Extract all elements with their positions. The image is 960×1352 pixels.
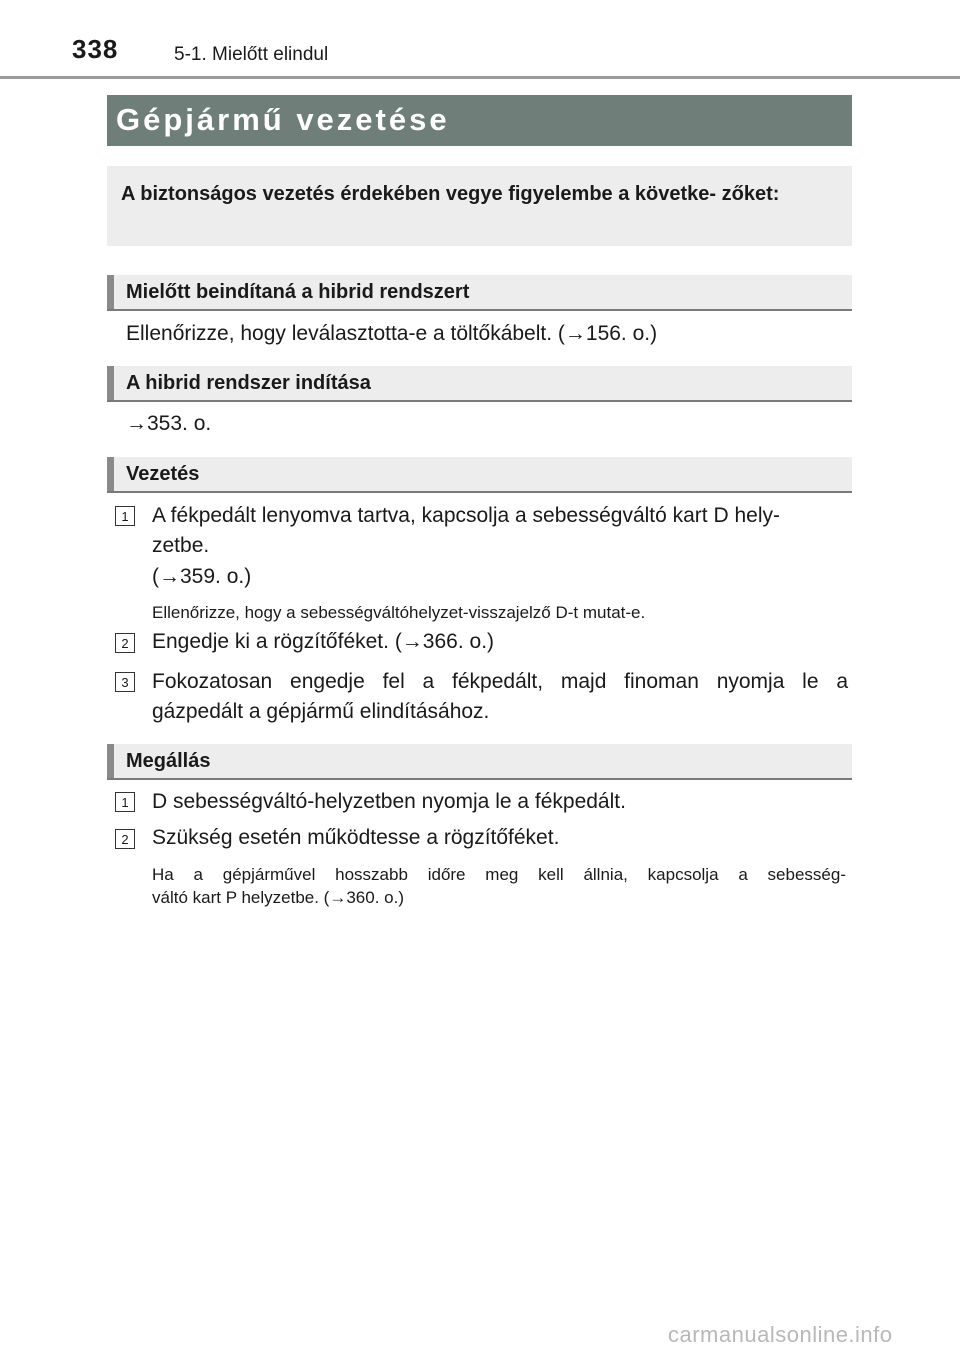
page-number: 338 [72,34,119,64]
step-note: Ellenőrizze, hogy a sebességváltóhelyzet-visszajelző D-t mutat-e. [152,603,646,622]
section-header-stopping [107,744,852,780]
start-text: →353. o. [126,412,212,435]
page-title: Gépjármű vezetése [116,102,450,137]
step-text: Szükség esetén működtesse a rögzítőféket. [152,826,560,849]
intro-text: A biztonságos vezetés érdekében vegye figyelembe a követke- zőket: [121,183,780,205]
step-text: Engedje ki a rögzítőféket. (→366. o.) [152,630,495,653]
before-start-text: Ellenőrizze, hogy leválasztotta-e a töltőkábelt. (→156. o.) [126,322,658,345]
step-number-box: 3 [115,672,135,692]
section-heading: Mielőtt beindítaná a hibrid rendszert [126,281,470,303]
watermark: carmanualsonline.info [668,1322,893,1347]
section-heading: Vezetés [126,463,200,485]
section-header-start [107,366,852,402]
step-text: D sebességváltó-helyzetben nyomja le a fékpedált. [152,790,626,813]
step-number-box: 2 [115,829,135,849]
section-header-before-start [107,275,852,311]
chapter-title: 5-1. Mielőtt elindul [174,44,329,65]
section-header-driving [107,457,852,493]
step-number-box: 2 [115,633,135,653]
intro-box [107,166,852,246]
step-text: gázpedált a gépjármű elindításához. [152,700,490,723]
step-reference: (→359. o.) [152,565,252,588]
step-number-box: 1 [115,792,135,812]
section-heading: A hibrid rendszer indítása [126,372,371,394]
step-note: Ha a gépjárművel hosszabb időre meg kell állnia, kapcsolja a sebesség- [152,865,846,884]
step-text: A fékpedált lenyomva tartva, kapcsolja a sebességváltó kart D hely- [152,504,780,527]
page-title-bar [107,95,852,146]
step-note: váltó kart P helyzetbe. (→360. o.) [152,888,404,907]
section-heading: Megállás [126,750,211,772]
step-text: Fokozatosan engedje fel a fékpedált, majd finoman nyomja le a [152,670,848,693]
step-text: zetbe. [152,534,210,557]
header-rule [0,76,960,79]
step-number-box: 1 [115,506,135,526]
